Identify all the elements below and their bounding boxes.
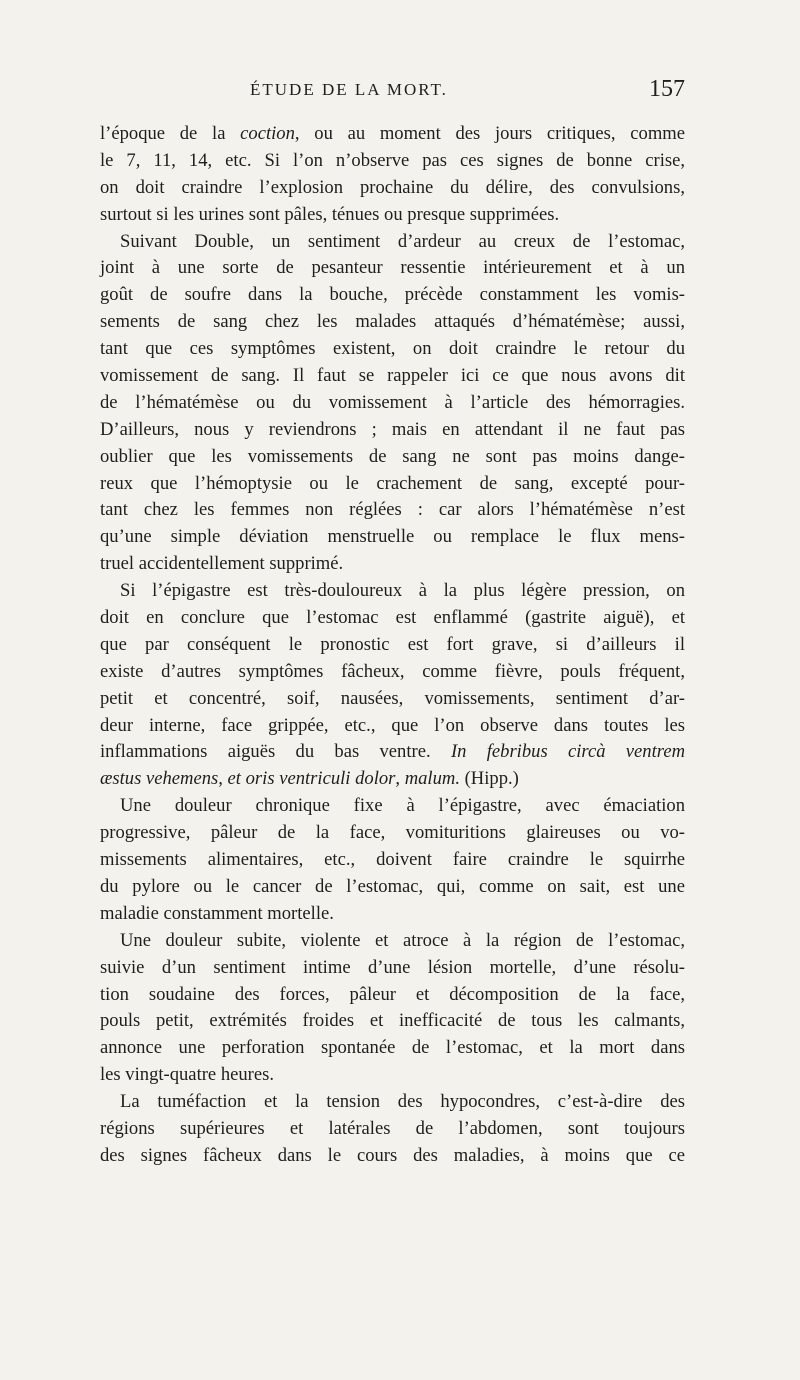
text-line	[100, 524, 685, 551]
text-run: goût de soufre dans la bouche, précède constamment les vomis-	[100, 284, 685, 306]
text-line	[100, 659, 685, 686]
italic-run: æstus vehemens, et oris ventriculi dolor	[100, 768, 396, 790]
text-line	[100, 1008, 685, 1035]
text-line	[100, 739, 685, 766]
text-line	[100, 982, 685, 1009]
text-run: régions supérieures et latérales de l’abdomen, sont toujours	[100, 1117, 685, 1139]
text-line	[100, 229, 685, 256]
text-line	[100, 417, 685, 444]
text-line	[100, 175, 685, 202]
text-line	[100, 766, 685, 793]
text-line	[100, 1143, 685, 1170]
text-run: Une douleur chronique fixe à l’épigastre, avec émaciation	[120, 795, 685, 817]
text-run: l’époque de la	[100, 123, 241, 144]
text-run: les vingt-quatre heures.	[100, 1064, 274, 1086]
italic-run: malum.	[404, 768, 460, 790]
text-run: existe d’autres symptômes fâcheux, comme fièvre, pouls fréquent,	[100, 660, 685, 682]
text-line	[100, 874, 685, 901]
text-run: doit en conclure que l’estomac est enflammé (gastrite aiguë), et	[100, 607, 685, 629]
text-run: maladie constamment mortelle.	[100, 902, 334, 924]
text-run: , ou au moment des jours critiques, comme	[294, 123, 685, 144]
text-run: du pylore ou le cancer de l’estomac, qui, comme on sait, est une	[100, 875, 685, 897]
text-run: inflammations aiguës du bas ventre.	[100, 741, 451, 763]
text-line	[100, 282, 685, 309]
text-line	[100, 632, 685, 659]
text-line	[100, 444, 685, 471]
text-line	[100, 471, 685, 498]
text-line	[100, 901, 685, 928]
text-line	[100, 793, 685, 820]
text-run: D’ailleurs, nous y reviendrons ; mais en attendant il ne faut pas	[100, 418, 685, 440]
text-run: deur interne, face grippée, etc., que l’on observe dans toutes les	[100, 714, 685, 736]
text-line	[100, 686, 685, 713]
text-run: des signes fâcheux dans le cours des maladies, à moins que ce	[100, 1144, 685, 1166]
body-text	[100, 121, 685, 1170]
text-line	[100, 1035, 685, 1062]
text-run: oublier que les vomissements de sang ne sont pas moins dange-	[100, 445, 685, 467]
text-line	[100, 1062, 685, 1089]
text-line	[100, 1089, 685, 1116]
text-line	[100, 336, 685, 363]
text-line	[100, 390, 685, 417]
text-line	[100, 148, 685, 175]
text-line	[100, 551, 685, 578]
text-run: pouls petit, extrémités froides et inefficacité de tous les calmants,	[100, 1010, 685, 1032]
text-run: ,	[395, 768, 405, 790]
italic-run: coction	[240, 123, 295, 144]
text-run: reux que l’hémoptysie ou le crachement de sang, excepté pour-	[100, 472, 685, 494]
text-run: sements de sang chez les malades attaqués d’hématémèse; aussi,	[100, 311, 685, 333]
text-run: Si l’épigastre est très-douloureux à la plus légère pression, on	[120, 580, 685, 602]
text-run: tant que ces symptômes existent, on doit craindre le retour du	[100, 338, 685, 360]
text-line	[100, 363, 685, 390]
text-run: qu’une simple déviation menstruelle ou remplace le flux mens-	[100, 526, 685, 548]
text-line	[100, 713, 685, 740]
text-line	[100, 121, 685, 148]
text-run: truel accidentellement supprimé.	[100, 553, 344, 575]
text-run: vomissement de sang. Il faut se rappeler ici ce que nous avons dit	[100, 365, 685, 387]
text-line	[100, 928, 685, 955]
text-run: annonce une perforation spontanée de l’estomac, et la mort dans	[100, 1037, 685, 1059]
text-line	[100, 1116, 685, 1143]
text-run: que par conséquent le pronostic est fort grave, si d’ailleurs il	[100, 633, 685, 655]
text-run: (Hipp.)	[459, 768, 519, 790]
text-line	[100, 847, 685, 874]
text-run: de l’hématémèse ou du vomissement à l’article des hémorragies.	[100, 391, 685, 413]
text-run: surtout si les urines sont pâles, ténues ou presque supprimées.	[100, 203, 560, 225]
text-run: missements alimentaires, etc., doivent faire craindre le squirrhe	[100, 849, 685, 871]
text-line	[100, 202, 685, 229]
running-head	[250, 76, 685, 110]
text-run: Une douleur subite, violente et atroce à la région de l’estomac,	[120, 929, 685, 951]
running-title: ÉTUDE DE LA MORT.	[250, 80, 448, 99]
text-line	[100, 578, 685, 605]
text-run: La tuméfaction et la tension des hypocondres, c’est-à-dire des	[120, 1091, 685, 1113]
text-line	[100, 255, 685, 282]
text-run: on doit craindre l’explosion prochaine du délire, des convulsions,	[100, 176, 685, 198]
text-run: tion soudaine des forces, pâleur et décomposition de la face,	[100, 983, 685, 1005]
text-run: le 7, 11, 14, etc. Si l’on n’observe pas ces signes de bonne crise,	[100, 149, 685, 171]
text-line	[100, 820, 685, 847]
text-run: tant chez les femmes non réglées : car alors l’hématémèse n’est	[100, 499, 685, 521]
text-line	[100, 309, 685, 336]
italic-run: In febribus circà ventrem	[450, 741, 685, 763]
text-line	[100, 955, 685, 982]
text-line	[100, 497, 685, 524]
page-number: 157	[649, 76, 685, 102]
text-run: petit et concentré, soif, nausées, vomissements, sentiment d’ar-	[100, 687, 685, 709]
text-run: suivie d’un sentiment intime d’une lésion mortelle, d’une résolu-	[100, 956, 685, 978]
text-run: Suivant Double, un sentiment d’ardeur au creux de l’estomac,	[120, 230, 685, 252]
text-run: joint à une sorte de pesanteur ressentie intérieurement et à un	[100, 257, 685, 279]
text-line	[100, 605, 685, 632]
text-run: progressive, pâleur de la face, vomituritions glaireuses ou vo-	[100, 822, 685, 844]
